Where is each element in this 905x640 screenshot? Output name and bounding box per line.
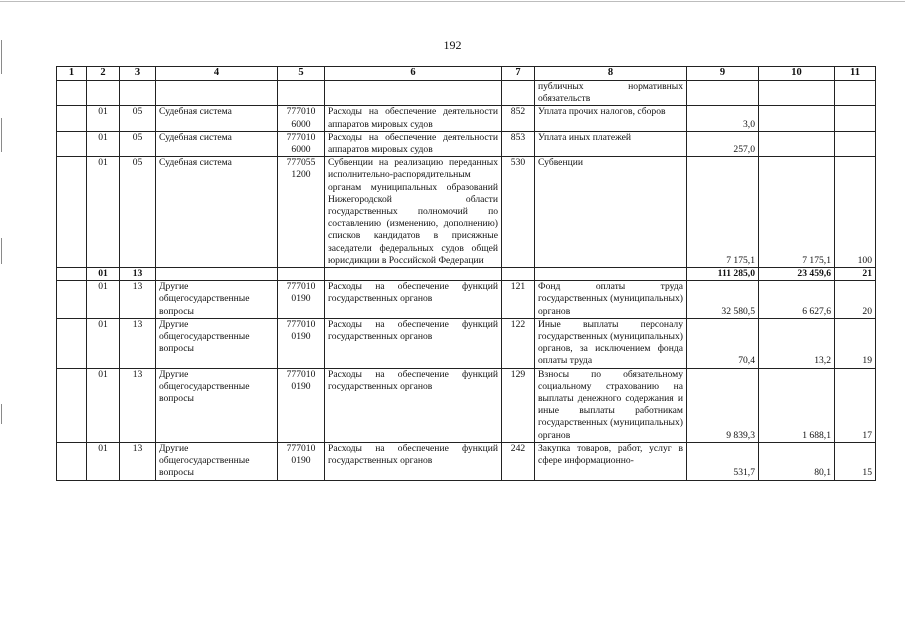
page-number: 192	[443, 38, 462, 52]
table-row	[57, 157, 876, 268]
cell-target-article: 777010 0190	[278, 318, 325, 368]
left-edge-mark	[1, 118, 2, 152]
cell-expense-name: Фонд оплаты труда государственных (муниципальных) органов	[535, 281, 687, 319]
cell-expense-type: 530	[502, 157, 535, 268]
cell-actual-amount: 13,2	[759, 318, 835, 368]
cell-plan-amount: 32 580,5	[687, 281, 759, 319]
table-row	[57, 281, 876, 319]
cell-article-name: Расходы на обеспечение деятельности аппаратов мировых судов	[325, 106, 502, 131]
cell-expense-type	[502, 268, 535, 281]
cell-plan-amount: 9 839,3	[687, 368, 759, 442]
cell-section: 01	[87, 368, 120, 442]
column-header: 6	[325, 67, 502, 81]
cell-expense-type: 122	[502, 318, 535, 368]
column-header: 8	[535, 67, 687, 81]
cell-expense-name: Уплата прочих налогов, сборов	[535, 106, 687, 131]
cell-expense-type: 121	[502, 281, 535, 319]
cell-actual-amount	[759, 131, 835, 156]
cell-article-name	[325, 268, 502, 281]
cell-subsection: 05	[120, 157, 156, 268]
cell-subsection: 13	[120, 368, 156, 442]
continuation-row	[57, 81, 876, 106]
cell-percent: 19	[835, 318, 876, 368]
cell-subsection: 13	[120, 268, 156, 281]
cell-row-number	[57, 368, 87, 442]
cell-article-name: Субвенции на реализацию переданных исполнительно-распорядительным органам муниципальных образований Нижегородской области государственных полномочий по составлению (изменению, дополнению) списков кандидатов в присяжные заседатели федеральных судов общей юрисдикции в Российской Федерации	[325, 157, 502, 268]
cell-actual-amount: 80,1	[759, 442, 835, 480]
column-header: 1	[57, 67, 87, 81]
cell-row-number	[57, 268, 87, 281]
table-row	[57, 318, 876, 368]
cell-percent: 15	[835, 442, 876, 480]
cell-article-name: Расходы на обеспечение функций государственных органов	[325, 368, 502, 442]
left-edge-mark	[1, 238, 2, 264]
cell-row-number	[57, 318, 87, 368]
cell-section: 01	[87, 442, 120, 480]
column-header: 4	[156, 67, 278, 81]
cell-target-article: 777010 0190	[278, 281, 325, 319]
cell-actual-amount: 1 688,1	[759, 368, 835, 442]
cell-expense-name: Уплата иных платежей	[535, 131, 687, 156]
cell-article-name: Расходы на обеспечение функций государственных органов	[325, 281, 502, 319]
cell-subsection: 13	[120, 442, 156, 480]
cell-section: 01	[87, 131, 120, 156]
cell-expense-name: Субвенции	[535, 157, 687, 268]
cell-row-number	[57, 81, 87, 106]
cell-article-name: Расходы на обеспечение функций государственных органов	[325, 318, 502, 368]
table-row	[57, 442, 876, 480]
cell-percent	[835, 131, 876, 156]
cell-article-name	[325, 81, 502, 106]
cell-section-name	[156, 268, 278, 281]
cell-target-article: 777010 6000	[278, 106, 325, 131]
cell-actual-amount	[759, 106, 835, 131]
cell-subsection	[120, 81, 156, 106]
cell-section: 01	[87, 157, 120, 268]
cell-percent	[835, 81, 876, 106]
cell-plan-amount: 3,0	[687, 106, 759, 131]
cell-section: 01	[87, 106, 120, 131]
cell-plan-amount: 70,4	[687, 318, 759, 368]
column-header: 5	[278, 67, 325, 81]
left-edge-mark	[1, 404, 2, 424]
cell-actual-amount	[759, 81, 835, 106]
cell-section-name: Судебная система	[156, 157, 278, 268]
cell-section	[87, 81, 120, 106]
cell-percent	[835, 106, 876, 131]
cell-expense-name: Иные выплаты персоналу государственных (муниципальных) органов, за исключением фонда оплаты труда	[535, 318, 687, 368]
cell-target-article	[278, 268, 325, 281]
column-header: 11	[835, 67, 876, 81]
column-header: 9	[687, 67, 759, 81]
cell-row-number	[57, 442, 87, 480]
cell-row-number	[57, 157, 87, 268]
cell-expense-name: публичных нормативных обязательств	[535, 81, 687, 106]
top-edge-rule	[0, 1, 905, 2]
cell-section-name: Другие общегосударственные вопросы	[156, 442, 278, 480]
column-header: 7	[502, 67, 535, 81]
table-header-row	[57, 67, 876, 81]
cell-target-article: 777010 0190	[278, 442, 325, 480]
cell-subsection: 05	[120, 131, 156, 156]
cell-subsection: 05	[120, 106, 156, 131]
cell-plan-amount: 7 175,1	[687, 157, 759, 268]
table-row	[57, 368, 876, 442]
cell-article-name: Расходы на обеспечение функций государственных органов	[325, 442, 502, 480]
column-header: 2	[87, 67, 120, 81]
cell-plan-amount: 257,0	[687, 131, 759, 156]
cell-plan-amount: 111 285,0	[687, 268, 759, 281]
cell-expense-name	[535, 268, 687, 281]
cell-row-number	[57, 131, 87, 156]
cell-row-number	[57, 106, 87, 131]
cell-article-name: Расходы на обеспечение деятельности аппаратов мировых судов	[325, 131, 502, 156]
cell-percent: 100	[835, 157, 876, 268]
table-row	[57, 106, 876, 131]
cell-section: 01	[87, 318, 120, 368]
cell-target-article	[278, 81, 325, 106]
cell-percent: 17	[835, 368, 876, 442]
cell-target-article: 777010 6000	[278, 131, 325, 156]
cell-percent: 20	[835, 281, 876, 319]
cell-target-article: 777055 1200	[278, 157, 325, 268]
cell-subsection: 13	[120, 281, 156, 319]
cell-row-number	[57, 281, 87, 319]
table-row	[57, 131, 876, 156]
subtotal-row	[57, 268, 876, 281]
cell-actual-amount: 23 459,6	[759, 268, 835, 281]
cell-expense-type: 852	[502, 106, 535, 131]
cell-expense-type: 853	[502, 131, 535, 156]
cell-actual-amount: 6 627,6	[759, 281, 835, 319]
column-header: 3	[120, 67, 156, 81]
cell-expense-type: 242	[502, 442, 535, 480]
column-header: 10	[759, 67, 835, 81]
cell-expense-type: 129	[502, 368, 535, 442]
cell-section-name	[156, 81, 278, 106]
cell-plan-amount: 531,7	[687, 442, 759, 480]
cell-section-name: Другие общегосударственные вопросы	[156, 281, 278, 319]
cell-section: 01	[87, 268, 120, 281]
cell-section-name: Судебная система	[156, 106, 278, 131]
cell-actual-amount: 7 175,1	[759, 157, 835, 268]
cell-expense-name: Закупка товаров, работ, услуг в сфере информационно-	[535, 442, 687, 480]
cell-section: 01	[87, 281, 120, 319]
cell-section-name: Другие общегосударственные вопросы	[156, 368, 278, 442]
cell-percent: 21	[835, 268, 876, 281]
cell-section-name: Другие общегосударственные вопросы	[156, 318, 278, 368]
cell-plan-amount	[687, 81, 759, 106]
cell-expense-name: Взносы по обязательному социальному страхованию на выплаты денежного содержания и иные выплаты работникам государственных (муниципальных) органов	[535, 368, 687, 442]
cell-section-name: Судебная система	[156, 131, 278, 156]
budget-table	[56, 66, 876, 481]
cell-subsection: 13	[120, 318, 156, 368]
cell-expense-type	[502, 81, 535, 106]
cell-target-article: 777010 0190	[278, 368, 325, 442]
